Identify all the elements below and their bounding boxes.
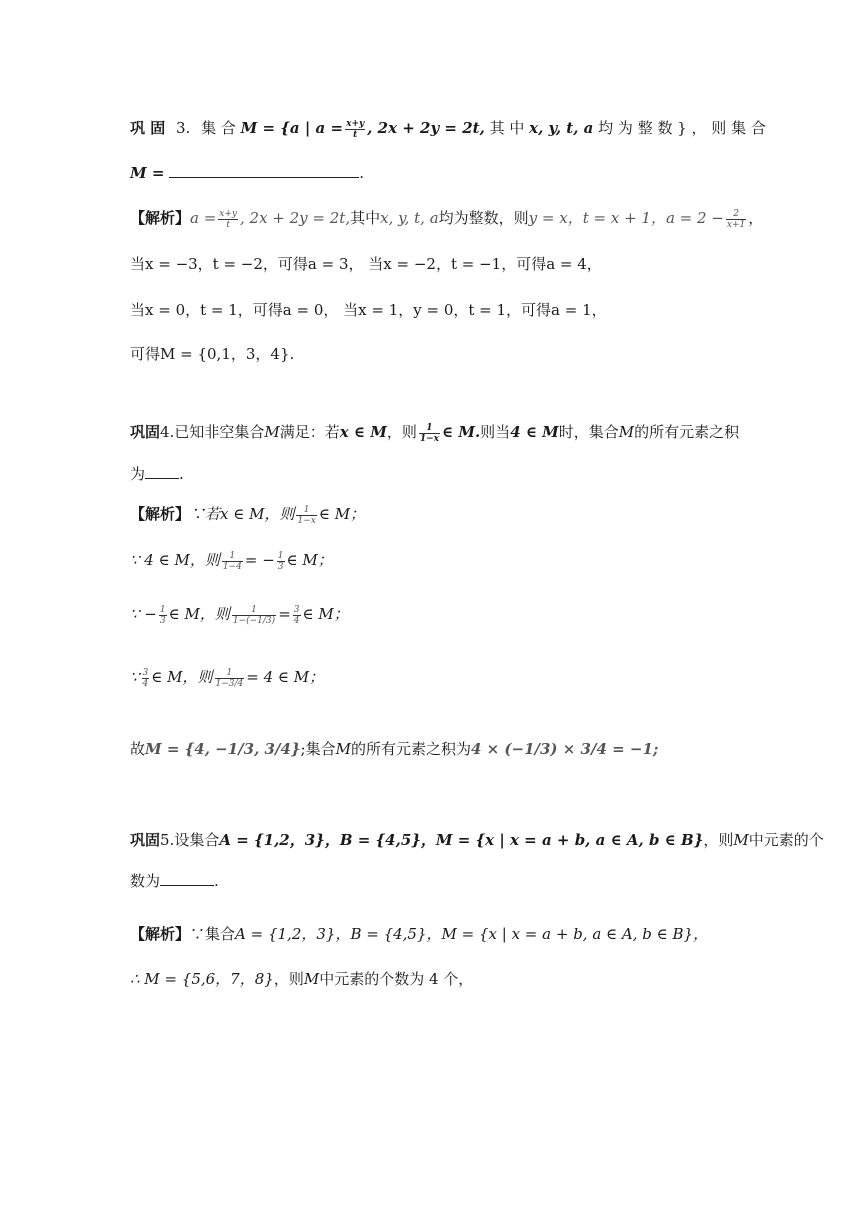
p3-sol1-vars: x, y, t, a xyxy=(380,209,439,227)
p4-stem-b: 满足：若 xyxy=(279,423,340,441)
p4-answer-blank[interactable] xyxy=(145,464,179,479)
p5-s2-a: ∴ M = {5,6，7，8} xyxy=(130,970,274,988)
p4-s5-m: M xyxy=(335,740,351,758)
p3-sol-line4: 可得M = {0,1，3，4}. xyxy=(130,345,295,363)
p4-s1-b: ∈ M； xyxy=(318,505,366,523)
p4-s2-a: ∵ 4 ∈ M，则 xyxy=(130,551,220,569)
p3-sol1-cond: , 2x + 2y = 2t, xyxy=(240,209,351,227)
p3-sol1-frac: $\frac{x+y}{t}$ xyxy=(219,208,237,230)
p3-num: 3. xyxy=(176,119,191,137)
p4-s4-a: ∵ xyxy=(130,668,140,686)
p3-period: . xyxy=(359,164,364,182)
p4-cond2: 4 ∈ M xyxy=(510,423,559,441)
p4-s5-b: M = {4, −1/3, 3/4} xyxy=(145,740,301,758)
p3-answer-blank[interactable] xyxy=(169,163,359,178)
p3-label: 巩 固 xyxy=(130,119,166,137)
p4-sol5 xyxy=(130,739,658,759)
p5-sol1 xyxy=(130,924,708,944)
p3-frac: $\frac{x+y}{t}$ xyxy=(346,118,365,140)
p3-sol1-c: 均为整数，则 xyxy=(438,209,529,227)
p4-stem-g: 的所有元素之积 xyxy=(634,423,740,441)
p4-stem-f: 时，集合 xyxy=(558,423,619,441)
p4-s3-b: ∈ M，则 xyxy=(168,605,230,623)
p3-answer-line xyxy=(130,163,364,183)
p4-stem xyxy=(130,422,739,444)
p4-s5-d: 的所有元素之积为 xyxy=(350,740,471,758)
p4-s5-e: 4 × (−1/3) × 3/4 = −1; xyxy=(470,740,659,758)
p3-cond: , 2x + 2y = 2t, xyxy=(367,119,485,137)
p4-stem-c: ，则 xyxy=(386,423,417,441)
p4-stem-a: 已知非空集合 xyxy=(174,423,265,441)
p4-sol4 xyxy=(130,667,324,689)
p4-sol3 xyxy=(130,604,349,626)
p4-line2 xyxy=(130,464,184,484)
p4-sol-tag: 【解析】 xyxy=(130,505,191,523)
p3-sol1-end: ， xyxy=(748,209,764,227)
p4-num: 4. xyxy=(160,423,175,441)
p3-stem-b: 其 中 xyxy=(489,119,525,137)
p3-vars: x, y, t, a xyxy=(529,119,594,137)
p4-s3-a: ∵ − xyxy=(130,605,157,623)
p4-s4-c: = 4 ∈ M； xyxy=(246,668,325,686)
p4-label: 巩固 xyxy=(130,423,161,441)
p3-stem-a: 集 合 xyxy=(201,119,236,137)
p5-line2 xyxy=(130,871,219,891)
p4-s4-frac2: $\frac{1}{1-3/4}$ xyxy=(215,667,244,689)
p5-sol-tag: 【解析】 xyxy=(130,925,191,943)
p4-stem-e: 则当 xyxy=(480,423,511,441)
p4-s4-frac: $\frac{3}{4}$ xyxy=(142,667,149,689)
p5-stem-a: 设集合 xyxy=(174,831,220,849)
p4-s2-frac: $\frac{1}{1-4}$ xyxy=(222,550,242,572)
p4-s3-c: = xyxy=(278,605,291,623)
p3-stem-c: 均 为 整 数 } ， 则 集 合 xyxy=(598,119,766,137)
p4-s5-a: 故 xyxy=(130,740,146,758)
p5-sol2: ∴ M = {5,6，7，8}，则M中元素的个数为 4 个， xyxy=(130,970,474,988)
p4-s3-frac3: $\frac{3}{4}$ xyxy=(293,604,300,626)
p3-answer-lhs: M = xyxy=(130,164,165,182)
p4-m: M xyxy=(264,423,280,441)
p5-s1-b: A = {1,2，3}，B = {4,5}，M = {x | x = a + b, a ∈ A, b ∈ B}， xyxy=(235,925,709,943)
p4-s2-c: ∈ M； xyxy=(286,551,333,569)
p5-label: 巩固 xyxy=(130,831,161,849)
p5-num: 5. xyxy=(160,831,175,849)
p3-stem xyxy=(130,118,766,140)
p3-sol1-a: a = xyxy=(190,209,217,227)
p5-s2-c: 中元素的个数为 4 个， xyxy=(319,970,474,988)
p3-sol-line1 xyxy=(130,208,763,230)
p5-s2-b: ，则 xyxy=(273,970,304,988)
p4-s3-frac2: $\frac{1}{1-(-1/3)}$ xyxy=(232,604,276,626)
p4-s1-a: ∵若x ∈ M，则 xyxy=(190,505,295,523)
p4-s3-frac: $\frac{1}{3}$ xyxy=(159,604,166,626)
p3-sol1-d: y = x，t = x + 1，a = 2 − xyxy=(528,209,724,227)
p4-s4-b: ∈ M，则 xyxy=(151,668,213,686)
p4-s3-d: ∈ M； xyxy=(302,605,349,623)
p3-sol1-b: 其中 xyxy=(350,209,381,227)
p3-sol-tag: 【解析】 xyxy=(130,209,191,227)
p4-s5-c: ;集合 xyxy=(300,740,336,758)
p3-sol-line3: 当x = 0，t = 1，可得a = 0， 当x = 1，y = 0，t = 1，可得a = 1， xyxy=(130,301,607,319)
p5-line2-text: 数为 xyxy=(130,872,161,890)
p4-s2-frac2: $\frac{1}{3}$ xyxy=(277,550,284,572)
p3-set-def: M = {a | a = xyxy=(240,119,344,137)
p5-period: . xyxy=(214,872,219,890)
p4-stem-d: ∈ M. xyxy=(442,423,481,441)
p4-cond: x ∈ M xyxy=(339,423,387,441)
p5-stem-b: ，则 xyxy=(703,831,734,849)
p4-line2-text: 为 xyxy=(130,465,146,483)
p5-stem-c: 中元素的个 xyxy=(748,831,824,849)
p4-m2: M xyxy=(618,423,635,441)
p4-s2-b: = − xyxy=(244,551,275,569)
p5-stem: 巩固5.设集合A = {1,2，3}，B = {4,5}，M = {x | x = a + b, a ∈ A, b ∈ B}，则M中元素的个 xyxy=(130,831,824,849)
p3-sol1-frac2: $\frac{2}{x+1}$ xyxy=(726,208,746,230)
p3-sol-line2: 当x = −3，t = −2，可得a = 3， 当x = −2，t = −1，可得a = 4， xyxy=(130,255,602,273)
p4-period: . xyxy=(179,465,184,483)
p4-sol2 xyxy=(130,550,333,572)
p5-sets: A = {1,2，3}，B = {4,5}，M = {x | x = a + b, a ∈ A, b ∈ B} xyxy=(219,831,704,849)
p4-s1-frac: $\frac{1}{1-x}$ xyxy=(297,504,316,526)
p4-sol1 xyxy=(130,504,365,526)
p5-s1-a: ∵集合 xyxy=(190,925,236,943)
p4-frac: $\frac{1}{1-x}$ xyxy=(419,422,440,444)
p5-answer-blank[interactable] xyxy=(160,871,214,886)
